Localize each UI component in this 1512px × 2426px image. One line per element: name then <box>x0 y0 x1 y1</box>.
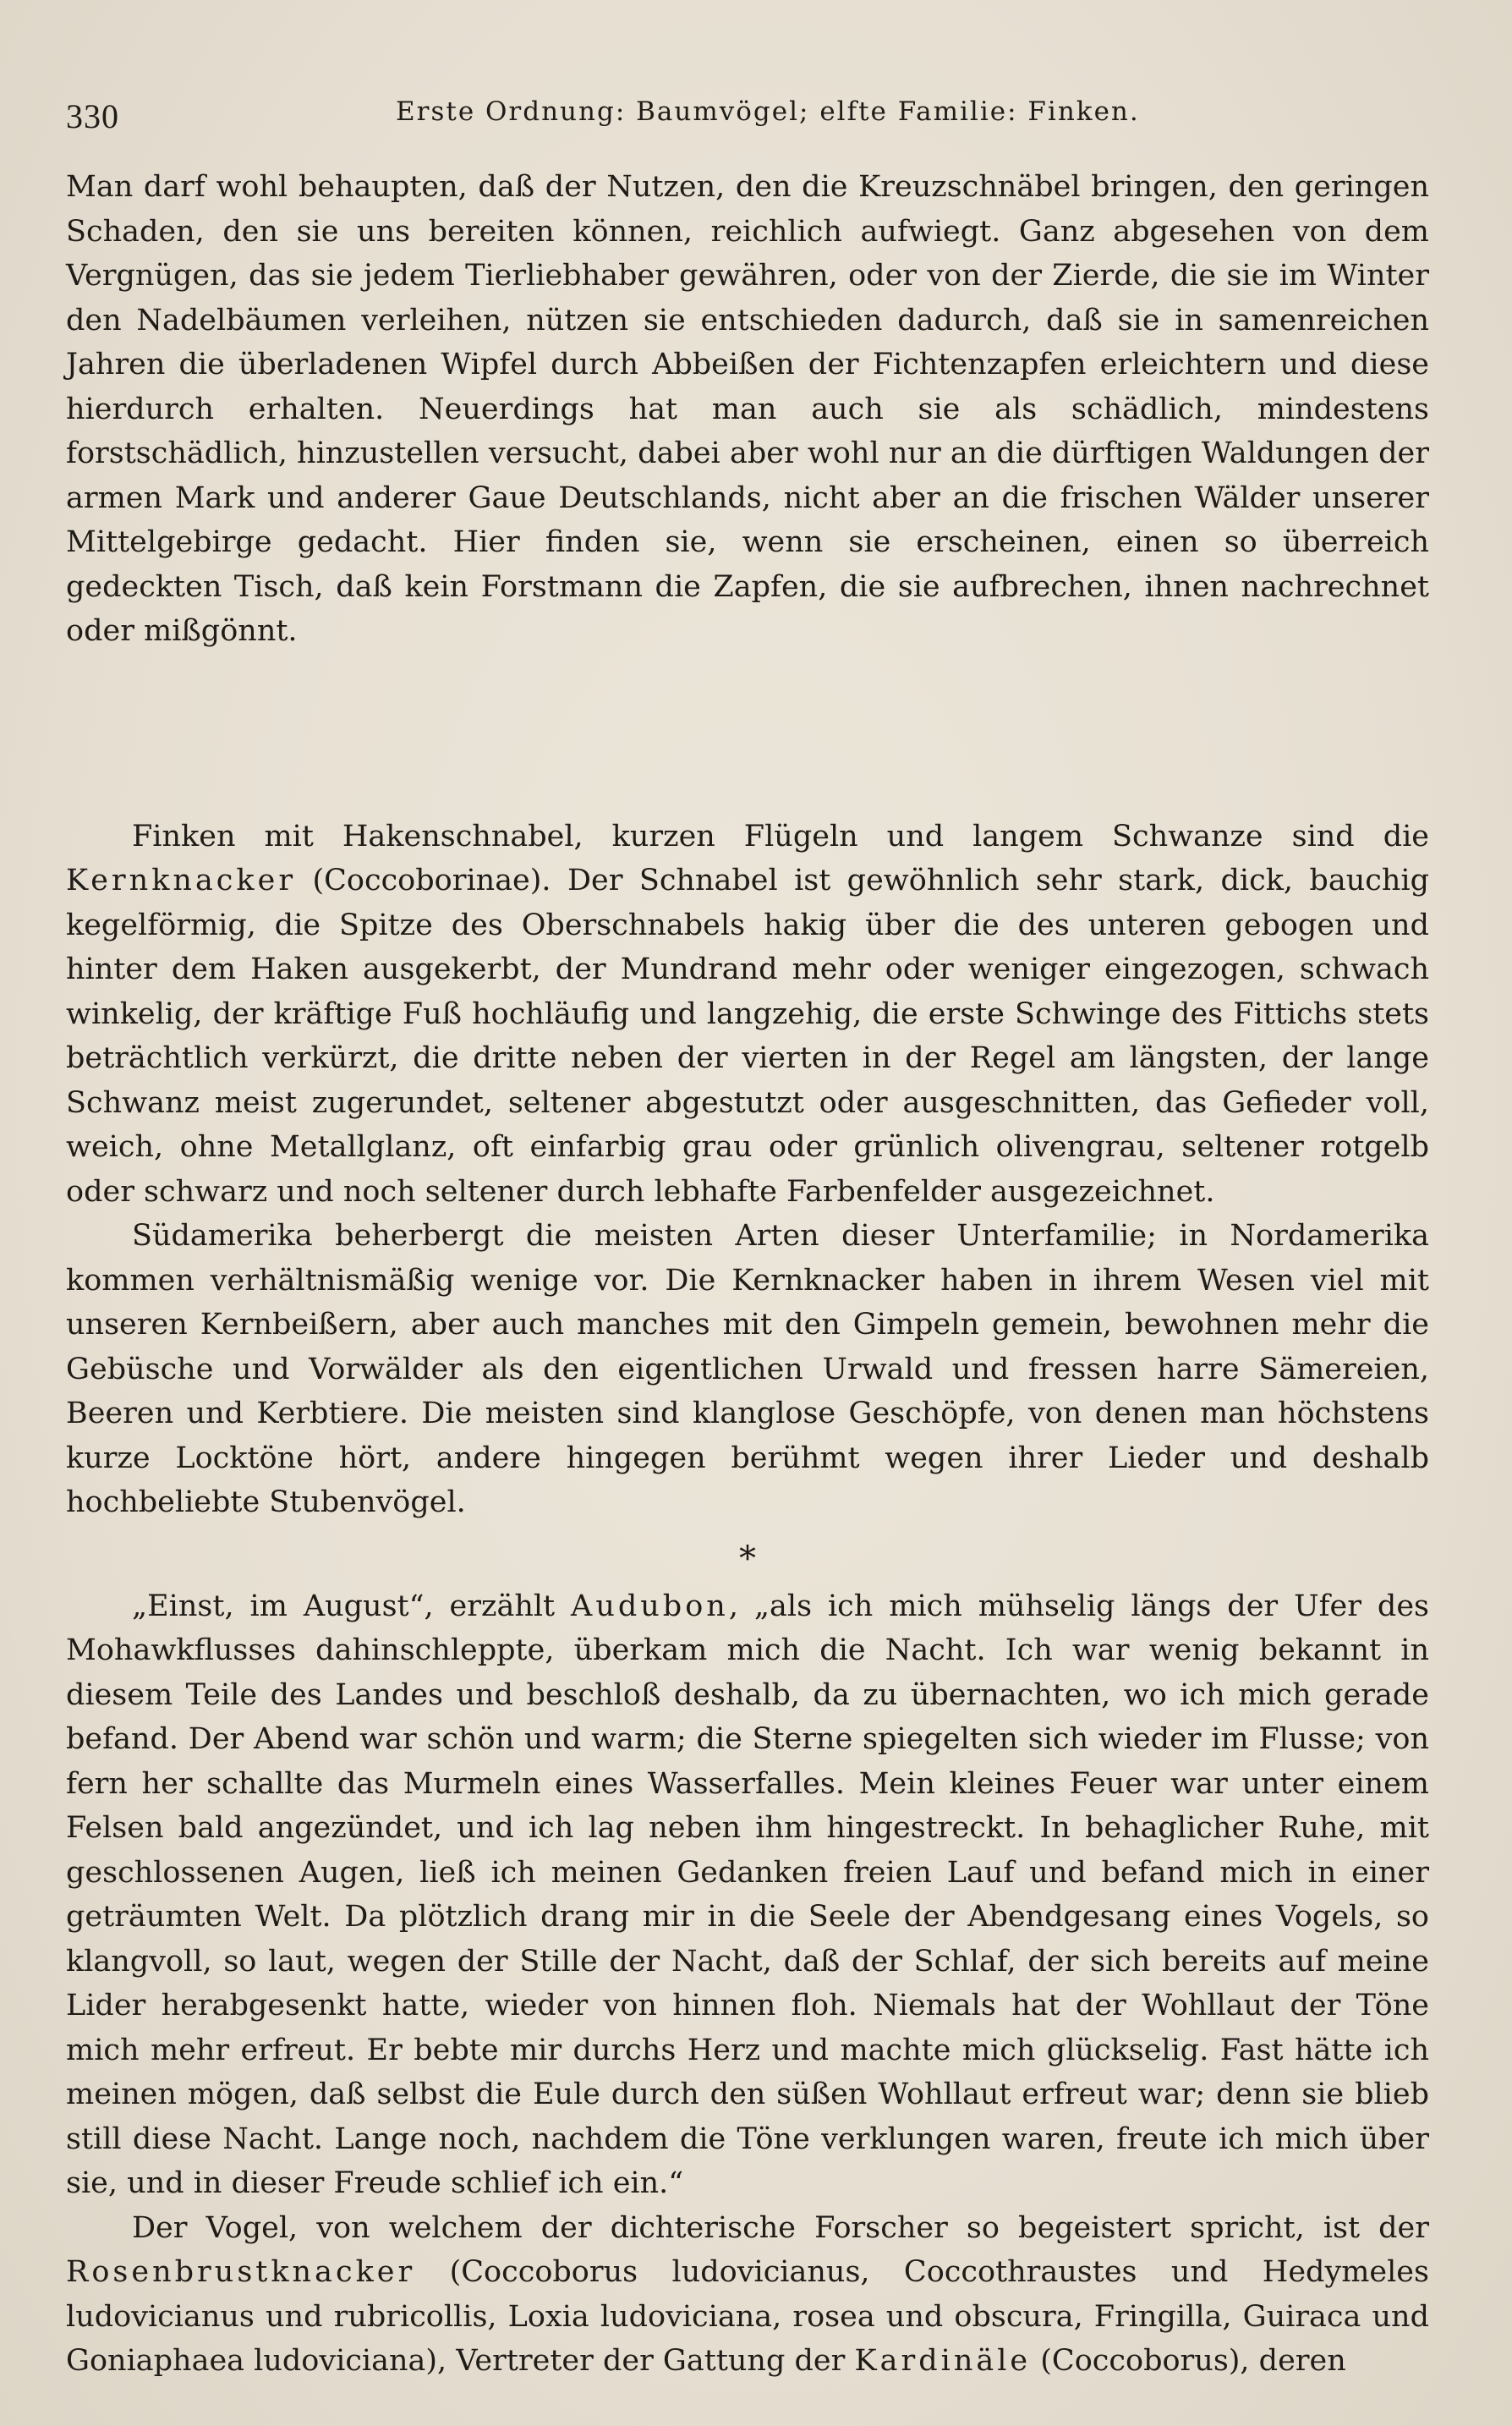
page-number: 330 <box>66 97 119 135</box>
paragraph-text: Der Vogel, von welchem der dichterische Forscher so begeistert spricht, ist der <box>132 2210 1429 2245</box>
section-gap <box>66 654 1429 815</box>
paragraph-kernknacker-description <box>66 815 1429 1215</box>
paragraph-audubon-quote <box>66 1584 1429 2206</box>
paragraph-text: (Coccoborus ludovicianus, Coccothraustes und Hedymeles ludovicianus und rubricollis, Loxia ludoviciana, rosea und obscura, Fringilla, Guiraca und Goniaphaea ludoviciana), Vertreter der Gattung der <box>66 2255 1429 2378</box>
paragraph-rosenbrustknacker <box>66 2206 1429 2384</box>
paragraph-text: (Coccoborinae). Der Schnabel ist gewöhnlich sehr stark, dick, bauchig kegelförmig, die Spitze des Oberschnabels hakig über die des unteren gebogen und hinter dem Haken ausgekerbt, der Mundrand mehr oder weniger eingezogen, schwach winkelig, der kräftige Fuß hochläufig und langzehig, die erste Schwinge des Fittichs stets beträchtlich verkürzt, die dritte neben der vierten in der Regel am längsten, der lange Schwanz meist zugerundet, seltener abgestutzt oder ausgeschnitten, das Gefieder voll, weich, ohne Metallglanz, oft einfarbig grau oder grünlich olivengrau, seltener rotgelb oder schwarz und noch seltener durch lebhafte Farbenfelder ausgezeichnet. <box>66 864 1429 1209</box>
section-separator: * <box>739 1539 756 1578</box>
term-kardinaele: Kardinäle <box>854 2344 1032 2378</box>
paragraph-crossbill-usefulness: Man darf wohl behaupten, daß der Nutzen, den die Kreuzschnäbel bringen, den geringen Schaden, den sie uns bereiten können, reichlich aufwiegt. Ganz abgesehen von dem Vergnügen, das sie jedem Tierliebhaber gewähren, oder von der Zierde, die sie im Winter den Nadelbäumen verleihen, nützen sie entschieden dadurch, daß sie in samenreichen Jahren die überladenen Wipfel durch Abbeißen der Fichtenzapfen erleichtern und diese hierdurch erhalten. Neuerdings hat man auch sie als schädlich, mindestens forstschädlich, hinzustellen versucht, dabei aber wohl nur an die dürftigen Waldungen der armen Mark und anderer Gaue Deutschlands, nicht aber an die frischen Wälder unserer Mittelgebirge gedacht. Hier finden sie, wenn sie erscheinen, einen so überreich gedeckten Tisch, daß kein Forstmann die Zapfen, die sie aufbrechen, ihnen nachrechnet oder mißgönnt. <box>66 170 1429 648</box>
running-head: Erste Ordnung: Baumvögel; elfte Familie: Finken. <box>396 96 1140 127</box>
paragraph-text: , „als ich mich mühselig längs der Ufer des Mohawkflusses dahinschleppte, überkam mich die Nacht. Ich war wenig bekannt in diesem Teile des Landes und beschloß deshalb, da zu übernachten, wo ich mich gerade befand. Der Abend war schön und warm; die Sterne spiegelten sich wieder im Flusse; von fern her schallte das Murmeln eines Wasserfalles. Mein kleines Feuer war unter einem Felsen bald angezündet, und ich lag neben ihm hingestreckt. In behaglicher Ruhe, mit geschlossenen Augen, ließ ich meinen Gedanken freien Lauf und befand mich in einer geträumten Welt. Da plötzlich drang mir in die Seele der Abendgesang eines Vogels, so klangvoll, so laut, wegen der Stille der Nacht, daß der Schlaf, der sich bereits auf meine Lider herabgesenkt hatte, wieder von hinnen floh. Niemals hat der Wohllaut der Töne mich mehr erfreut. Er bebte mir durchs Herz und machte mich glückselig. Fast hätte ich meinen mögen, daß selbst die Eule durch den süßen Wohllaut erfreut war; denn sie blieb still diese Nacht. Lange noch, nachdem die Töne verklungen waren, freute ich mich über sie, und in dieser Freude schlief ich ein.“ <box>66 1589 1429 2200</box>
term-rosenbrustknacker: Rosenbrustknacker <box>66 2255 416 2289</box>
term-kernknacker: Kernknacker <box>66 864 297 897</box>
page-body <box>66 165 1429 2384</box>
paragraph-text: „Einst, im August“, erzählt <box>132 1589 572 1623</box>
paragraph-text: (Coccoborus), deren <box>1031 2344 1346 2378</box>
page-header <box>66 91 1470 142</box>
paragraph-distribution: Südamerika beherbergt die meisten Arten dieser Unterfamilie; in Nordamerika kommen verhältnismäßig wenige vor. Die Kernknacker haben in ihrem Wesen viel mit unseren Kernbeißern, aber auch manches mit den Gimpeln gemein, bewohnen mehr die Gebüsche und Vorwälder als den eigentlichen Urwald und fressen harre Sämereien, Beeren und Kerbtiere. Die meisten sind klanglose Geschöpfe, von denen man höchstens kurze Locktöne hört, andere hingegen berühmt wegen ihrer Lieder und deshalb hochbeliebte Stubenvögel. <box>66 1219 1429 1519</box>
name-audubon: Audubon <box>571 1589 729 1623</box>
paragraph-text: Finken mit Hakenschnabel, kurzen Flügeln und langem Schwanze sind die <box>132 819 1429 853</box>
